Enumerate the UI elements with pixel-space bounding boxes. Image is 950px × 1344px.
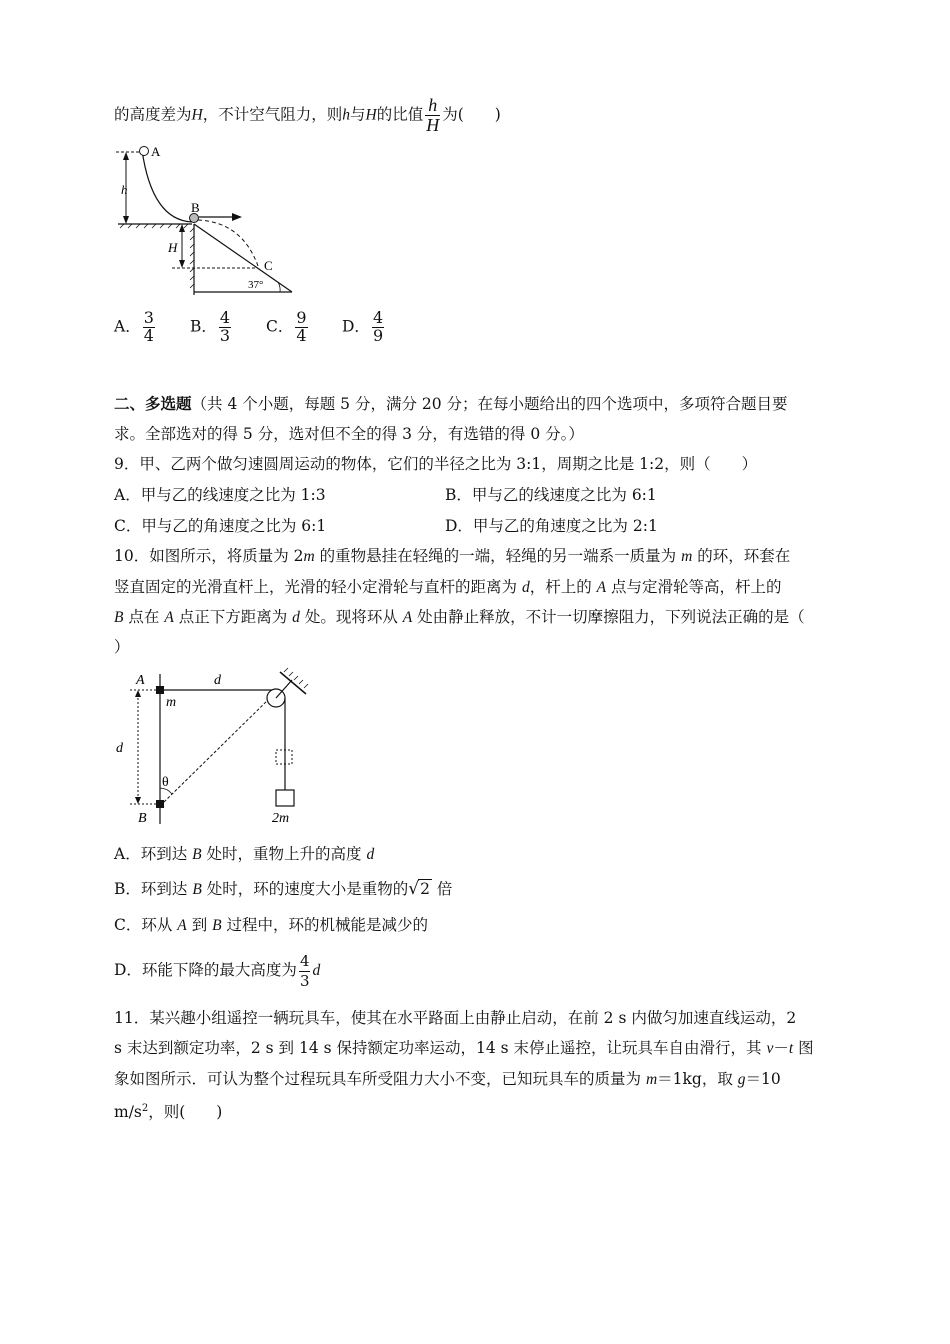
option-text: C．环从 bbox=[114, 916, 178, 934]
label-B: B bbox=[191, 200, 200, 215]
q8-text: ，不计空气阻力，则 bbox=[202, 105, 343, 124]
var-A: A bbox=[177, 917, 187, 934]
q10-stem-line1 bbox=[114, 545, 790, 568]
option-label: B． bbox=[190, 317, 217, 336]
option-text: 过程中，环的机械能是减少的 bbox=[221, 916, 429, 934]
q10-text: 10．如图所示，将质量为 2 bbox=[114, 547, 304, 565]
label-C: C bbox=[264, 258, 273, 273]
q8-text: 为( ) bbox=[442, 105, 501, 124]
var-H: H bbox=[365, 106, 377, 124]
frac-num: h bbox=[425, 96, 440, 116]
q8-option-a bbox=[114, 310, 157, 345]
sqrt-radicand: 2 bbox=[420, 880, 430, 898]
label-A: A bbox=[136, 673, 145, 688]
var-h: h bbox=[342, 106, 350, 124]
label-2m: 2m bbox=[272, 811, 290, 826]
q8-option-d bbox=[342, 310, 386, 345]
var-v: v bbox=[766, 1040, 774, 1057]
option-label: C． bbox=[266, 317, 294, 336]
section2-header bbox=[114, 393, 788, 415]
var-H: H bbox=[191, 106, 203, 124]
option-text: 到 bbox=[186, 916, 213, 934]
var-d: d bbox=[521, 579, 530, 596]
var-B: B bbox=[212, 917, 222, 934]
var-B: B bbox=[114, 609, 124, 626]
q8-text: 的比值 bbox=[376, 105, 424, 124]
var-d: d bbox=[366, 846, 375, 863]
var-m: m bbox=[645, 1071, 658, 1088]
q11-text: ，则( ) bbox=[148, 1103, 223, 1122]
q11-text: 象如图所示．可认为整个过程玩具车所受阻力大小不变，已知玩具车的质量为 bbox=[114, 1070, 646, 1088]
var-A: A bbox=[596, 579, 607, 596]
q9-option-a: A．甲与乙的线速度之比为 1:3 bbox=[114, 486, 326, 504]
q10-option-a bbox=[114, 843, 374, 866]
label-h: h bbox=[121, 182, 128, 197]
var-m: m bbox=[681, 548, 693, 565]
q8-text: 与 bbox=[349, 105, 366, 124]
q10-stem-line2 bbox=[114, 576, 782, 599]
q8-option-b bbox=[190, 310, 233, 345]
var-g: g bbox=[737, 1071, 746, 1088]
q9-stem: 9．甲、乙两个做匀速圆周运动的物体，它们的半径之比为 3:1，周期之比是 1:2，则（ ） bbox=[114, 455, 758, 473]
label-theta: θ bbox=[162, 775, 169, 790]
q10-option-d bbox=[114, 950, 320, 991]
frac-den: 4 bbox=[143, 325, 154, 345]
q10-text: 竖直固定的光滑直杆上，光滑的轻小定滑轮与直杆的距离为 bbox=[114, 578, 522, 596]
option-fraction bbox=[219, 310, 231, 345]
q9-option-c: C．甲与乙的角速度之比为 6:1 bbox=[114, 517, 327, 535]
q10-text: 点与定滑轮等高，杆上的 bbox=[606, 578, 782, 596]
option-fraction bbox=[372, 310, 384, 345]
section2-desc-line2: 求。全部选对的得 5 分，选对但不全的得 3 分，有选错的得 0 分。） bbox=[114, 425, 584, 443]
q10-text: 点在 bbox=[123, 608, 165, 626]
frac-num: 4 bbox=[219, 308, 231, 327]
var-B: B bbox=[192, 881, 202, 898]
q11-text: － bbox=[773, 1039, 789, 1057]
var-m: m bbox=[303, 548, 315, 565]
q10-figure bbox=[112, 666, 322, 826]
option-text: 处时，环的速度大小是重物的 bbox=[201, 880, 409, 898]
var-d: d bbox=[292, 609, 300, 626]
label-B: B bbox=[138, 811, 147, 826]
q10-text: ，杆上的 bbox=[529, 578, 597, 596]
frac-den: H bbox=[426, 114, 440, 135]
q10-text: 的环，环套在 bbox=[692, 547, 791, 565]
four-thirds-fraction bbox=[299, 952, 311, 991]
q8-option-c bbox=[266, 310, 310, 345]
q8-text: 的高度差为 bbox=[114, 105, 192, 124]
section-title: 二、多选题 bbox=[114, 394, 192, 413]
q10-option-b bbox=[114, 878, 452, 901]
label-m: m bbox=[166, 695, 177, 710]
q11-text: s 末达到额定功率，2 s 到 14 s 保持额定功率运动，14 s 末停止遥控，让玩具车自由滑行，其 bbox=[114, 1039, 767, 1057]
frac-den: 3 bbox=[299, 971, 310, 990]
option-text: B．环到达 bbox=[114, 880, 193, 898]
option-text: D．环能下降的最大高度为 bbox=[114, 961, 297, 979]
q11-stem-line3 bbox=[114, 1068, 781, 1091]
superscript: 2 bbox=[141, 1103, 149, 1114]
option-fraction bbox=[295, 310, 307, 345]
frac-num: 3 bbox=[143, 308, 154, 327]
q11-stem-line2 bbox=[114, 1037, 814, 1060]
q10-text: 处由静止释放，不计一切摩擦阻力，下列说法正确的是（ bbox=[412, 608, 805, 626]
frac-num: 4 bbox=[372, 308, 384, 327]
section-desc: （共 4 个小题，每题 5 分，满分 20 分；在每小题给出的四个选项中，多项符合题目要 bbox=[191, 395, 788, 413]
q10-stem-line4: ） bbox=[114, 638, 130, 656]
var-t: t bbox=[788, 1040, 794, 1057]
q11-text: m/s bbox=[114, 1103, 142, 1122]
q8-figure bbox=[112, 140, 302, 300]
option-text: 处时，重物上升的高度 bbox=[201, 845, 367, 863]
var-A: A bbox=[164, 609, 174, 626]
sqrt-symbol: √ bbox=[408, 879, 420, 899]
q10-option-c bbox=[114, 914, 428, 937]
frac-num: 4 bbox=[299, 951, 310, 970]
frac-den: 4 bbox=[296, 325, 307, 345]
frac-den: 3 bbox=[219, 325, 231, 345]
option-fraction bbox=[143, 310, 155, 345]
option-text: A．环到达 bbox=[114, 845, 193, 863]
q8-stem-line bbox=[114, 96, 501, 135]
q11-stem-line1: 11．某兴趣小组遥控一辆玩具车，使其在水平路面上由静止启动，在前 2 s 内做匀加速直线运动，2 bbox=[114, 1009, 797, 1027]
option-label: A． bbox=[114, 317, 141, 336]
q11-text: ＝1kg，取 bbox=[657, 1070, 738, 1088]
q9-option-b: B．甲与乙的线速度之比为 6:1 bbox=[445, 486, 657, 504]
label-H: H bbox=[168, 240, 178, 255]
q11-stem-line4 bbox=[114, 1098, 222, 1123]
frac-den: 9 bbox=[372, 325, 384, 345]
q10-text: 点正下方距离为 bbox=[173, 608, 293, 626]
h-over-H-fraction bbox=[425, 96, 440, 135]
label-angle: 37° bbox=[248, 279, 264, 291]
label-A: A bbox=[151, 144, 161, 159]
frac-num: 9 bbox=[296, 308, 307, 327]
label-d-left: d bbox=[116, 741, 123, 756]
q10-stem-line3 bbox=[114, 606, 805, 629]
option-label: D． bbox=[342, 317, 370, 336]
q10-text: 处。现将环从 bbox=[299, 608, 403, 626]
q10-text: 的重物悬挂在轻绳的一端，轻绳的另一端系一质量为 bbox=[314, 547, 682, 565]
var-A: A bbox=[402, 609, 413, 626]
q11-text: ＝10 bbox=[745, 1070, 781, 1088]
var-B: B bbox=[192, 846, 202, 863]
q9-option-d: D．甲与乙的角速度之比为 2:1 bbox=[445, 517, 658, 535]
q11-text: 图 bbox=[793, 1039, 814, 1057]
option-text: 倍 bbox=[431, 880, 453, 898]
label-d-top: d bbox=[214, 673, 221, 688]
var-d: d bbox=[312, 962, 321, 979]
